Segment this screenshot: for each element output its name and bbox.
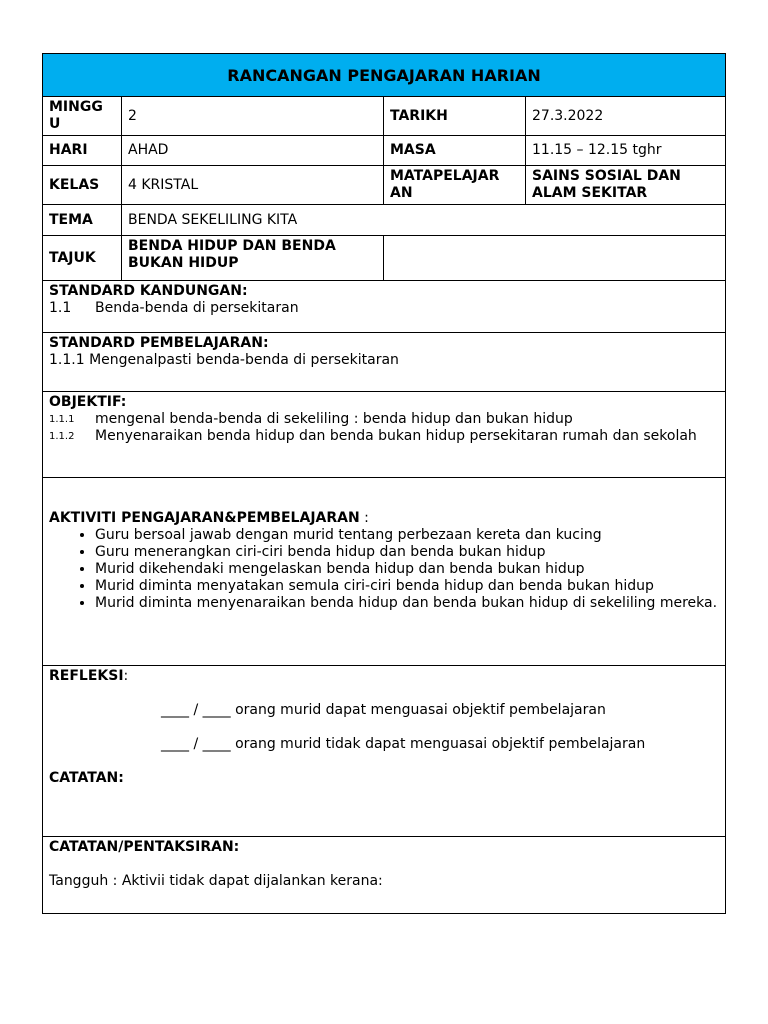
- pentaksiran-heading: CATATAN/PENTAKSIRAN:: [49, 839, 240, 855]
- standard-pembelajaran-heading: STANDARD PEMBELAJARAN:: [49, 335, 269, 351]
- aktiviti-heading-suffix: :: [359, 510, 369, 526]
- aktiviti-item: • Murid diminta menyatakan semula ciri-ciri benda hidup dan benda bukan hidup: [95, 578, 719, 595]
- aktiviti-section: [43, 478, 726, 666]
- pentaksiran-section: [43, 837, 726, 914]
- standard-pembelajaran-section: [43, 333, 726, 392]
- aktiviti-item: • Murid dikehendaki mengelaskan benda hidup dan benda bukan hidup: [95, 561, 719, 578]
- aktiviti-item: • Guru menerangkan ciri-ciri benda hidup dan benda bukan hidup: [95, 544, 719, 561]
- tarikh-value: 27.3.2022: [526, 97, 726, 136]
- aktiviti-item: • Guru bersoal jawab dengan murid tentang perbezaan kereta dan kucing: [95, 527, 719, 544]
- standard-kandungan-text: Benda-benda di persekitaran: [95, 300, 299, 316]
- aktiviti-heading-line: [49, 510, 719, 527]
- tema-label: TEMA: [43, 205, 122, 236]
- standard-kandungan-section: [43, 281, 726, 333]
- kelas-label: KELAS: [43, 166, 122, 205]
- objektif-item: [49, 411, 719, 428]
- refleksi-section: [43, 666, 726, 837]
- aktiviti-heading: AKTIVITI PENGAJARAN&PEMBELAJARAN: [49, 510, 360, 526]
- minggu-label: MINGG U: [43, 97, 122, 136]
- hari-label: HARI: [43, 136, 122, 166]
- refleksi-heading-line: [49, 668, 719, 685]
- objektif-text: Menyenaraikan benda hidup dan benda bukan hidup persekitaran rumah dan sekolah: [95, 428, 697, 444]
- masa-label: MASA: [384, 136, 526, 166]
- tarikh-label: TARIKH: [384, 97, 526, 136]
- minggu-value: 2: [122, 97, 384, 136]
- tema-value: BENDA SEKELILING KITA: [122, 205, 726, 236]
- kelas-value: 4 KRISTAL: [122, 166, 384, 205]
- hari-value: AHAD: [122, 136, 384, 166]
- objektif-text: mengenal benda-benda di sekeliling : benda hidup dan bukan hidup: [95, 411, 573, 427]
- tajuk-label: TAJUK: [43, 236, 122, 281]
- tajuk-value: BENDA HIDUP DAN BENDA BUKAN HIDUP: [122, 236, 384, 281]
- objektif-number: 1.1.2: [49, 431, 75, 442]
- aktiviti-item: • Murid diminta menyenaraikan benda hidup dan benda bukan hidup di sekeliling mereka.: [95, 595, 719, 612]
- standard-pembelajaran-text: 1.1.1 Mengenalpasti benda-benda di persekitaran: [49, 352, 399, 368]
- objektif-heading: OBJEKTIF:: [49, 394, 127, 410]
- refleksi-heading: REFLEKSI: [49, 668, 124, 684]
- refleksi-colon: :: [123, 668, 129, 684]
- objektif-number: 1.1.1: [49, 414, 75, 425]
- aktiviti-list: [49, 527, 719, 612]
- catatan-heading: CATATAN:: [49, 770, 124, 786]
- matapelajaran-value: SAINS SOSIAL DAN ALAM SEKITAR: [526, 166, 726, 205]
- masa-value: 11.15 – 12.15 tghr: [526, 136, 726, 166]
- objektif-section: [43, 392, 726, 478]
- objektif-item: [49, 428, 719, 445]
- refleksi-line-1: ____ / ____ orang murid dapat menguasai objektif pembelajaran: [161, 702, 606, 718]
- standard-kandungan-number: 1.1: [49, 300, 72, 316]
- lesson-plan-table: [42, 53, 726, 914]
- refleksi-line-2: ____ / ____ orang murid tidak dapat menguasai objektif pembelajaran: [161, 736, 646, 752]
- tajuk-empty: [384, 236, 726, 281]
- plan-title: RANCANGAN PENGAJARAN HARIAN: [43, 54, 726, 97]
- matapelajaran-label: MATAPELAJAR AN: [384, 166, 526, 205]
- standard-kandungan-heading: STANDARD KANDUNGAN:: [49, 283, 248, 299]
- pentaksiran-text: Tangguh : Aktivii tidak dapat dijalankan kerana:: [49, 873, 383, 889]
